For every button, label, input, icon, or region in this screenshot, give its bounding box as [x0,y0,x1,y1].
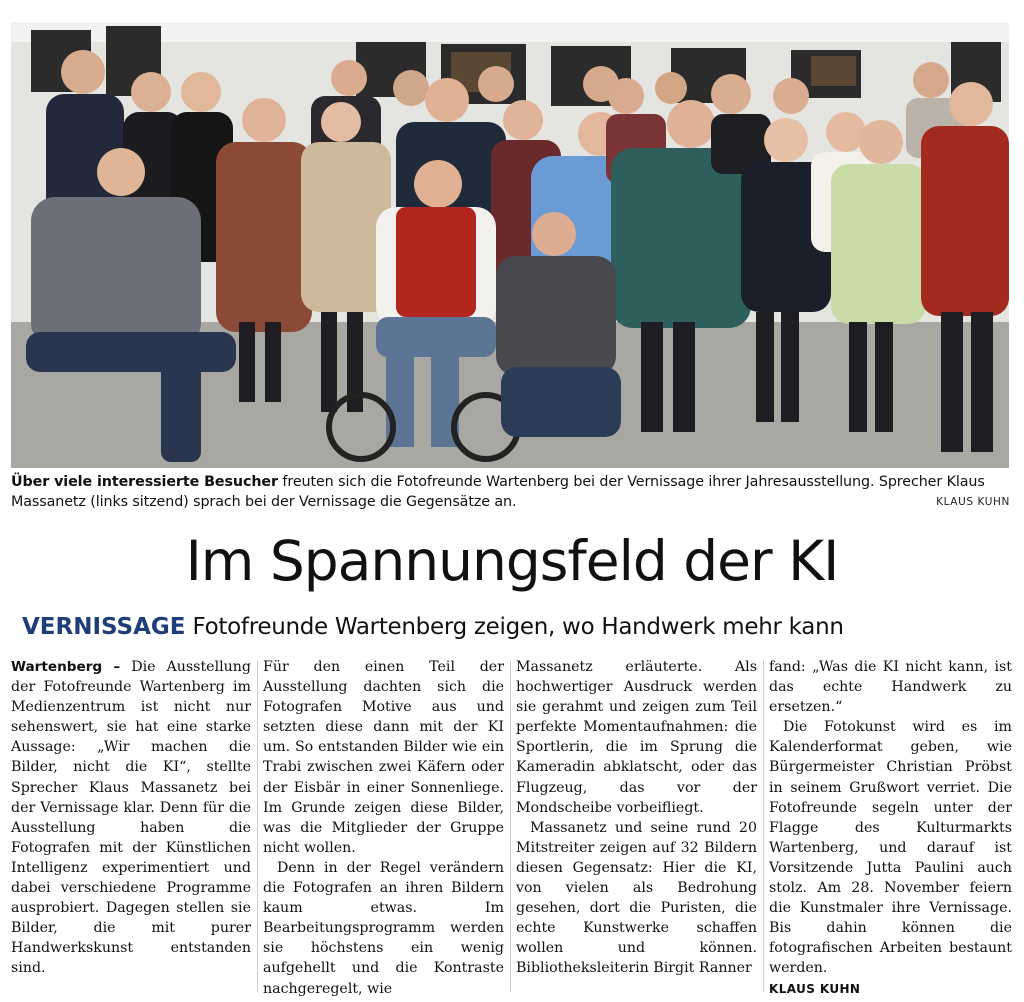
article-paragraph: Die Fotokunst wird es im Kalenderformat geben, wie Bürgermeister Christian Pröbst in seinem Grußwort verriet. Die Fotofreunde segeln unter der Flagge des Kulturmarkts Wartenberg, und darauf ist Vorsitzende Jutta Paulini auch stolz. Am 28. November feiern die Kunstmaler ihre Vernissage. Bis dahin können die fotografischen Arbeiten bestaunt werden. [769,719,1012,977]
article-paragraph: Für den einen Teil der Ausstellung dachten sich die Fotografen Motive aus und setzten diese dann mit der KI um. So entstanden Bilder wie ein Trabi zwischen zwei Käfern oder der Eisbär in einer Sonnenliege. Im Grunde zeigen diese Bilder, was die Mitglieder der Gruppe nicht wollen. [263,659,504,856]
subheadline-text: Fotofreunde Wartenberg zeigen, wo Handwerk mehr kann [185,614,844,640]
article-paragraph [11,657,251,979]
article-column-4 [769,657,1012,997]
subheadline-kicker: VERNISSAGE [22,614,186,640]
article-column-3 [516,657,757,997]
paragraph-text: Die Ausstellung der Fotofreunde Wartenberg im Medienzentrum ist nicht nur sehenswert, sie hat eine starke Aussage: „Wir machen die Bilder, nicht die KI“, stellte Sprecher Klaus Massanetz bei der Vernissage klar. Denn für die Ausstellung haben die Fotografen mit der Künstlichen Intelligenz experimentiert und dabei verschiedene Programme ausprobiert. Dagegen stellen sie Bilder, die mit purer Handwerkskunst entstanden sind. [11,659,251,977]
article-subheadline [22,612,1012,642]
group-photo-illustration [11,22,1009,468]
article-paragraph: Massanetz und seine rund 20 Mitstreiter zeigen auf 32 Bildern diesen Gegensatz: Hier die KI, von vielen als Bedrohung gesehen, dort die Puristen, die echte Kunstwerke schaffen wollen und können. Bibliotheksleiterin Birgit Ranner [516,819,757,977]
caption-text: freuten sich die Fotofreunde Wartenberg bei der Vernissage ihrer Jahresausstellung. Sprecher Klaus Massanetz (links sitzend) sprach bei der Vernissage die Gegensätze an. [11,474,985,510]
article-headline: Im Spannungsfeld der KI [185,529,839,593]
column-divider [763,660,764,992]
article-author: KLAUS KUHN [769,981,861,996]
article-column-1 [11,657,251,997]
article-dateline: Wartenberg – [11,659,121,675]
group-photo [11,22,1009,468]
caption-lead: Über viele interessierte Besucher [11,474,278,490]
column-divider [510,660,511,992]
caption-photo-credit: KLAUS KUHN [936,496,1010,508]
article-paragraph: Massanetz erläuterte. Als hochwertiger Ausdruck werden sie gerahmt und zeigen zum Teil perfekte Momentaufnahmen: die Sportlerin, die im Sprung die Kameradin abklatscht, oder das Flugzeug, das vor der Mondscheibe vorbeifliegt. [516,659,757,816]
article-column-2 [263,657,504,997]
photo-caption [11,472,1011,512]
article-paragraph: fand: „Was die KI nicht kann, ist das echte Handwerk zu ersetzen.“ [769,659,1012,716]
column-divider [257,660,258,992]
article-paragraph: Denn in der Regel verändern die Fotografen an ihren Bildern kaum etwas. Im Bearbeitungsprogramm werden sie höchstens ein wenig aufgehellt und die Kontraste nachgeregelt, wie [263,859,504,997]
